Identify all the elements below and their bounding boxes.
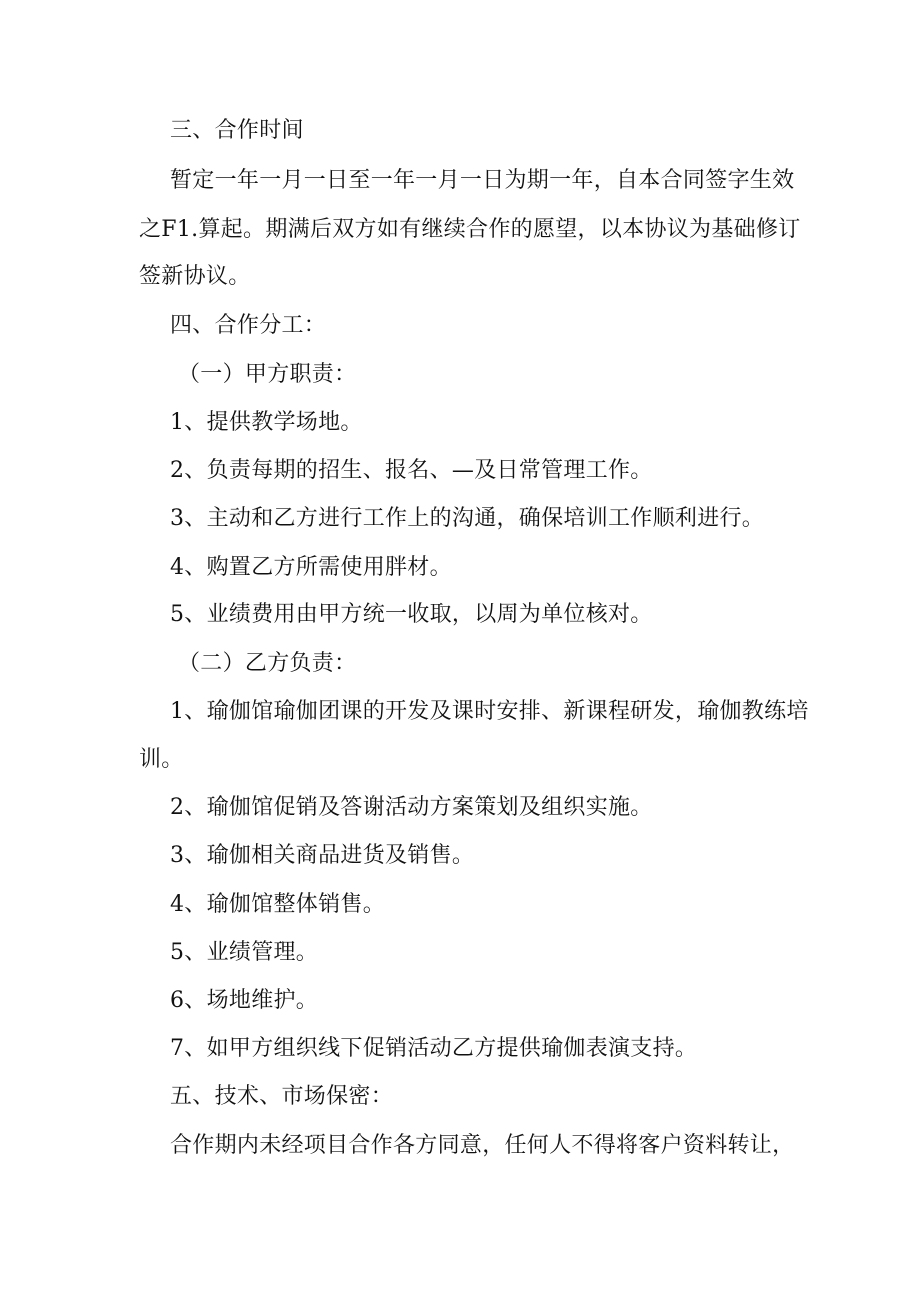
list-item: 7、如甲方组织线下促销活动乙方提供瑜伽表演支持。 [170,1036,698,1061]
list-item: 4、购置乙方所需使用胖材。 [170,555,452,580]
list-item: 2、负责每期的招生、报名、—及日常管理工作。 [170,458,653,483]
list-item: 2、瑜伽馆促销及答谢活动方案策划及组织实施。 [170,795,653,820]
section-heading-confidentiality: 五、技术、市场保密： [170,1084,394,1109]
subsection-heading-party-a: （一）甲方职责： [178,362,357,387]
list-item-continuation: 训。 [139,747,184,772]
paragraph-line: 暂定一年一月一日至一年一月一日为期一年，自本合同签字生效 [170,168,795,193]
list-item: 3、主动和乙方进行工作上的沟通，确保培训工作顺利进行。 [170,506,765,531]
paragraph-line: 签新协议。 [139,264,251,289]
paragraph-line: 之F1.算起。期满后双方如有继续合作的愿望，以本协议为基础修订 [139,217,801,242]
list-item: 6、场地维护。 [170,988,319,1013]
list-item: 5、业绩费用由甲方统一收取，以周为单位核对。 [170,602,653,627]
section-heading-cooperation-time: 三、合作时间 [170,118,304,143]
paragraph-line: 合作期内未经项目合作各方同意，任何人不得将客户资料转让， [170,1133,795,1158]
list-item: 1、提供教学场地。 [170,410,363,435]
list-item: 5、业绩管理。 [170,940,319,965]
list-item: 4、瑜伽馆整体销售。 [170,892,385,917]
list-item: 1、瑜伽馆瑜伽团课的开发及课时安排、新课程研发，瑜伽教练培 [170,699,809,724]
subsection-heading-party-b: （二）乙方负责： [178,651,357,676]
list-item: 3、瑜伽相关商品进货及销售。 [170,843,475,868]
section-heading-division-of-work: 四、合作分工： [170,313,327,338]
